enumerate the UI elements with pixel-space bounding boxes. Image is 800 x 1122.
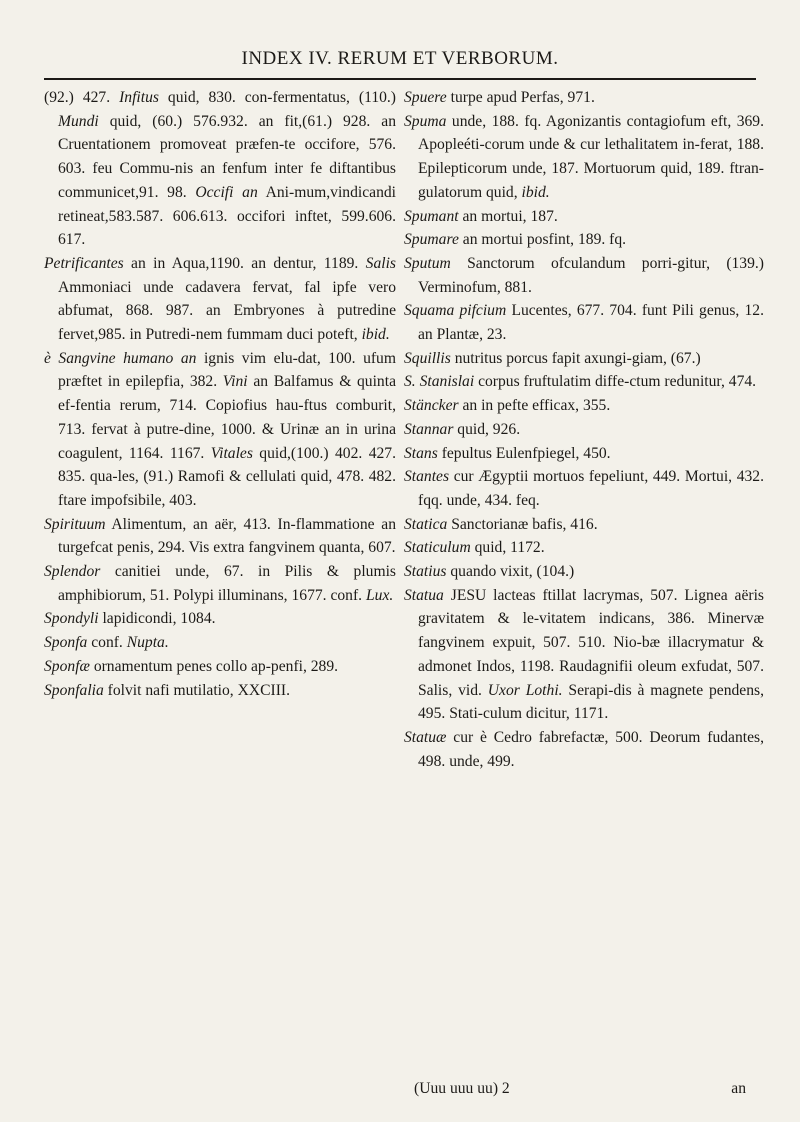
entry-headword: Stäncker: [404, 397, 459, 415]
entry-headword: S. Stanislai: [404, 373, 475, 391]
entry-text: an mortui, 187.: [458, 207, 558, 225]
entry-text: Alimentum, an aër, 413. In-flammatione an turgefcat penis, 294. Vis extra fangvinem quanta, 607.: [58, 515, 396, 557]
entry-headword: Staticulum: [404, 539, 471, 557]
index-entry: [44, 252, 396, 347]
entry-text: ignis vim elu-dat, 100. ufum præftet in epilepfia, 382.: [58, 349, 396, 391]
index-entry: [404, 205, 764, 229]
entry-headword: Stans: [404, 444, 438, 462]
index-entry: [404, 442, 764, 466]
entry-headword: Spondyli: [44, 610, 99, 628]
entry-headword: Stantes: [404, 468, 450, 486]
page-footer: [404, 1080, 764, 1098]
entry-text: quid,(100.) 402. 427. 835. qua-les, (91.) Ramofi & cellulati quid, 478. 482. ftare impofsibile, 403.: [58, 444, 396, 509]
index-entry: [44, 347, 396, 513]
catchword: an: [731, 1080, 746, 1097]
entry-headword: Statius: [404, 563, 447, 581]
entry-text: fepultus Eulenfpiegel, 450.: [437, 444, 611, 462]
index-entry: [404, 370, 764, 394]
index-entry: [404, 513, 764, 537]
entry-headword: Spumant: [404, 207, 459, 225]
entry-text: (92.) 427.: [44, 89, 120, 106]
entry-headword: Occifi an: [195, 183, 258, 201]
index-entry: [44, 631, 396, 655]
entry-text: quando vixit, (104.): [446, 563, 575, 581]
entry-headword: Sputum: [404, 254, 451, 272]
index-entry: [44, 655, 396, 679]
entry-headword: Statuæ: [404, 728, 447, 746]
entry-headword: Spuma: [404, 112, 447, 130]
entry-headword: Vitales: [210, 444, 253, 462]
entry-text: an Balfamus & quinta ef-fentia rerum, 714. Copiofius hau-ftus comburit, 713. fervat à putre-dine, 1000. & Urinæ an in urina coagulent, 1164. 1167.: [58, 373, 396, 462]
entry-text: Ammoniaci unde cadavera fervat, fal ipfe vero abfumat, 868. 987. an Embryones à putredine fervet,985. in Putredi-nem fummam duci poteft,: [58, 278, 396, 344]
entry-text: quid, (60.) 576.932. an fit,(61.) 928. an Cruentationem promoveat præfen-te occifore, 576. 603. feu Commu-nis an fenfum inter fe diftantibus communicet,91. 98.: [58, 112, 396, 201]
index-entry: [404, 347, 764, 371]
entry-text: corpus fruftulatim diffe-ctum redunitur, 474.: [474, 373, 757, 391]
entry-headword: Vini: [222, 373, 248, 391]
entry-text: Serapi-dis à magnete pendens, 495. Stati-culum dicitur, 1171.: [418, 681, 764, 723]
header-rule: [44, 78, 756, 80]
entry-text: an in Aqua,1190. an dentur, 1189.: [123, 254, 366, 272]
entry-text: an in pefte efficax, 355.: [458, 397, 611, 415]
left-column: [44, 86, 396, 702]
entry-headword: Squillis: [404, 349, 451, 367]
index-entry: [44, 86, 396, 252]
entry-text: Sanctorum ofculandum porri-gitur, (139.) Verminofum, 881.: [418, 254, 764, 296]
entry-text: Lucentes, 677. 704. funt Pili genus, 12. an Plantæ, 23.: [418, 302, 765, 344]
entry-text: JESU lacteas ftillat lacrymas, 507. Lignea aëris gravitatem & le-vitatem indicans, 386. Minervæ fangvinem expuit, 507. 510. Nio-bæ illacrymatur & admonet Indos, 1198. Raudagnifii oleum exfudat, 507. Salis, vid.: [418, 586, 764, 699]
entry-headword: Spumare: [404, 231, 459, 249]
entry-text: cur Ægyptii mortuos fepeliunt, 449. Mortui, 432. fqq. unde, 434. feq.: [418, 468, 764, 509]
index-entry: [44, 679, 396, 703]
entry-text: an mortui posfint, 189. fq.: [458, 231, 627, 249]
right-column: [404, 86, 764, 773]
entry-headword: Spuere: [404, 89, 447, 106]
entry-text: ornamentum penes collo ap-penfi, 289.: [89, 657, 339, 675]
entry-text: quid, 830. con-fermentatus, (110.): [158, 89, 397, 106]
index-entry: [44, 607, 396, 631]
page-header: INDEX IV. RERUM ET VERBORUM.: [241, 48, 559, 69]
entry-headword: Stannar: [404, 420, 454, 438]
entry-text: quid, 1172.: [470, 539, 545, 557]
index-entry: [404, 86, 764, 110]
index-entry: [404, 394, 764, 418]
entry-headword: ibid.: [361, 326, 390, 344]
index-entry: [404, 418, 764, 442]
signature-mark: (Uuu uuu uu) 2: [414, 1080, 510, 1097]
entry-headword: Splendor: [44, 563, 101, 581]
entry-headword: Sponfæ: [44, 657, 90, 675]
entry-headword: ibid.: [521, 183, 550, 201]
entry-text: quid, 926.: [453, 420, 521, 438]
entry-headword: Lux.: [365, 586, 394, 604]
index-entry: [44, 513, 396, 560]
entry-text: conf.: [87, 634, 127, 652]
entry-headword: Statica: [404, 515, 448, 533]
entry-headword: è Sangvine humano an: [44, 349, 197, 367]
entry-headword: Salis: [365, 254, 396, 272]
entry-text: Sanctorianæ bafis, 416.: [447, 515, 598, 533]
entry-headword: Sponfa: [44, 634, 88, 652]
index-entry: [404, 560, 764, 584]
entry-headword: Petrificantes: [44, 254, 124, 272]
entry-text: canitiei unde, 67. in Pilis & plumis amphibiorum, 51. Polypi illuminans, 1677. conf.: [58, 563, 396, 604]
entry-headword: Uxor Lothi.: [487, 681, 563, 699]
entry-text: turpe apud Perfas, 971.: [446, 89, 595, 106]
index-entry: [404, 584, 764, 726]
index-entry: [404, 228, 764, 252]
entry-headword: Statua: [404, 586, 444, 604]
entry-text: folvit nafi mutilatio, XXCIII.: [103, 681, 291, 699]
entry-text: cur è Cedro fabrefactæ, 500. Deorum fudantes, 498. unde, 499.: [418, 728, 764, 770]
entry-headword: Sponfalia: [44, 681, 104, 699]
entry-text: lapidicondi, 1084.: [98, 610, 216, 628]
entry-text: unde, 188. fq. Agonizantis contagiofum eft, 369. Apopleéti-corum unde & cur lethalitatem in-ferat, 188. Epilepticorum unde, 187. Mortuorum quid, 189. ftran-gulatorum quid,: [418, 112, 764, 201]
index-entry: [44, 560, 396, 607]
index-entry: [404, 726, 764, 773]
entry-text: nutritus porcus fapit axungi-giam, (67.): [450, 349, 701, 367]
index-entry: [404, 536, 764, 560]
entry-headword: Infitus: [119, 89, 159, 106]
index-entry: [404, 252, 764, 299]
entry-headword: Mundi: [58, 112, 99, 130]
entry-text: Ani-mum,vindicandi retineat,583.587. 606.613. occifori inftet, 599.606. 617.: [58, 183, 396, 249]
entry-headword: Spirituum: [44, 515, 106, 533]
index-entry: [404, 465, 764, 512]
entry-headword: Nupta.: [126, 634, 169, 652]
entry-headword: Squama pifcium: [404, 302, 507, 320]
index-entry: [404, 110, 764, 205]
index-entry: [404, 299, 764, 346]
